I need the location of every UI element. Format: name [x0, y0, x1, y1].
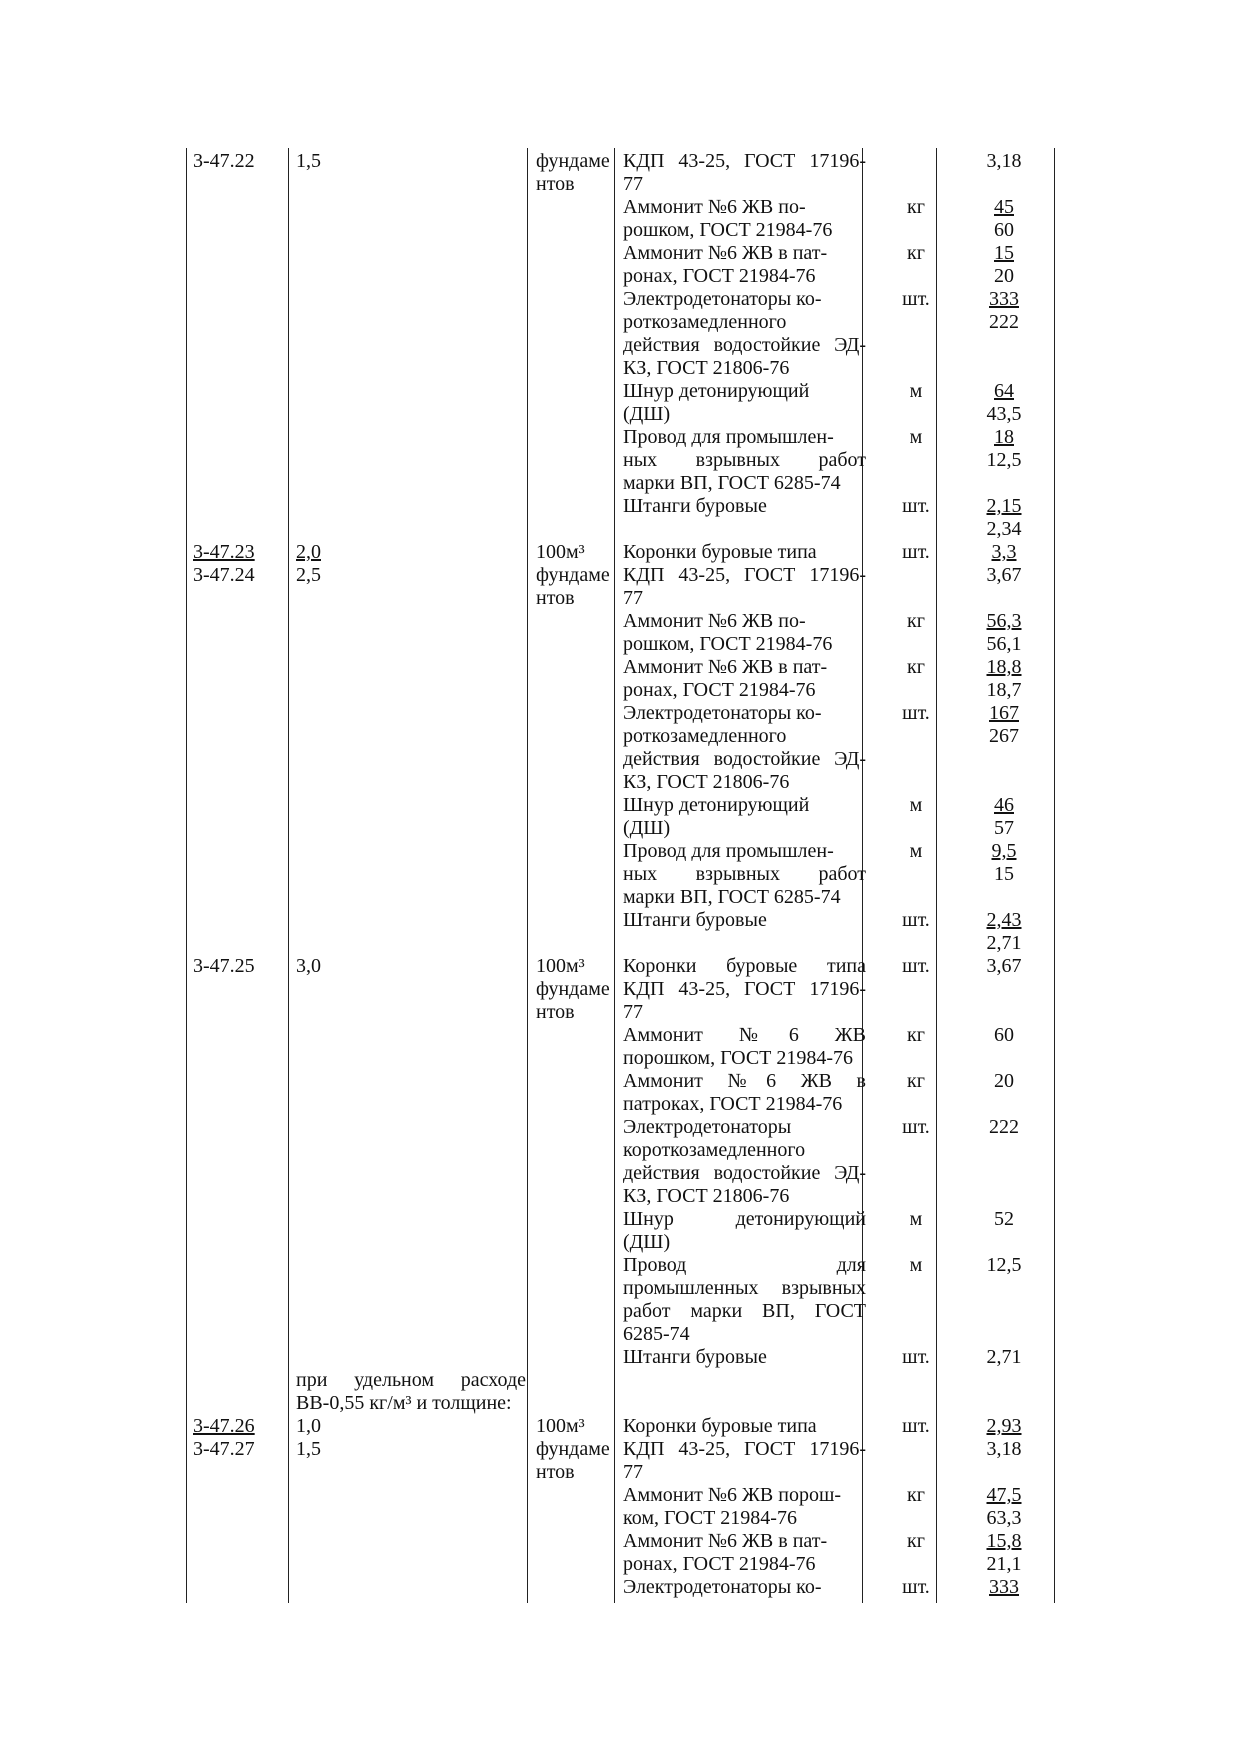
- column-divider: [936, 148, 937, 1603]
- quantity-value: [944, 1070, 1064, 1093]
- measure-unit: шт.: [902, 495, 930, 517]
- resource-name-line: 77: [623, 173, 643, 195]
- quantity-number: 2,71: [986, 1346, 1022, 1368]
- measure-unit: кг: [907, 656, 925, 678]
- quantity-number: 3,18: [986, 1438, 1022, 1460]
- quantity-value: [944, 449, 1064, 472]
- measure-unit: шт.: [902, 702, 930, 724]
- resource-name-line: 77: [623, 587, 643, 609]
- resource-name-line: Аммонит №6 ЖВ порош-: [623, 1484, 842, 1506]
- norm-code: 3-47.26: [193, 1415, 255, 1437]
- unit-base-line: нтов: [536, 587, 575, 609]
- resource-name-line: роткозамедленного: [623, 725, 787, 747]
- quantity-number: 18,7: [986, 679, 1022, 701]
- measure-unit: шт.: [902, 1346, 930, 1368]
- quantity-number: 63,3: [986, 1507, 1022, 1529]
- resource-name-line: Электродетонаторы ко-: [623, 288, 822, 310]
- quantity-value: [944, 265, 1064, 288]
- thickness-value: 2,5: [296, 564, 321, 586]
- thickness-value: 2,0: [296, 541, 321, 563]
- measure-unit: кг: [907, 1070, 925, 1092]
- measure-unit: шт.: [902, 541, 930, 563]
- measure-unit: м: [909, 840, 923, 862]
- resource-name-line: Шнур детонирующий: [623, 794, 810, 816]
- resource-name-line: ронах, ГОСТ 21984-76: [623, 265, 816, 287]
- unit-base-line: нтов: [536, 1001, 575, 1023]
- resource-name-line: ронах, ГОСТ 21984-76: [623, 679, 816, 701]
- resource-name-line: роткозамедленного: [623, 311, 787, 333]
- quantity-value: [944, 702, 1064, 725]
- quantity-value: [944, 380, 1064, 403]
- resource-name-line: Аммонит №6 ЖВ в пат-: [623, 242, 828, 264]
- resource-name-line: Аммонит №6 ЖВ: [623, 1024, 866, 1046]
- measure-unit: шт.: [902, 909, 930, 931]
- quantity-value: [944, 1484, 1064, 1507]
- expenditure-note: [296, 1369, 526, 1415]
- quantity-number: 9,5: [991, 840, 1017, 862]
- measure-unit: шт.: [902, 1415, 930, 1437]
- resource-name-line: (ДШ): [623, 817, 671, 839]
- quantity-value: [944, 817, 1064, 840]
- quantity-number: 45: [994, 196, 1014, 218]
- resource-name-line: ком, ГОСТ 21984-76: [623, 1507, 797, 1529]
- resource-name-line: Аммонит №6 ЖВ в: [623, 1070, 866, 1092]
- thickness-value: 1,5: [296, 1438, 321, 1460]
- resource-name-line: Провод для промышлен-: [623, 840, 834, 862]
- resource-name-line: (ДШ): [623, 403, 671, 425]
- quantity-value: [944, 909, 1064, 932]
- quantity-value: [944, 840, 1064, 863]
- quantity-number: 52: [994, 1208, 1014, 1230]
- measure-unit: кг: [907, 196, 925, 218]
- measure-unit: м: [909, 794, 923, 816]
- unit-base-line: 100м³: [536, 955, 585, 977]
- quantity-number: 3,67: [986, 955, 1022, 977]
- resource-name-line: КДП 43-25, ГОСТ 17196-: [623, 564, 866, 586]
- resource-name-line: Аммонит №6 ЖВ по-: [623, 610, 806, 632]
- resource-name-line: Штанги буровые: [623, 909, 767, 931]
- norm-code: 3-47.23: [193, 541, 255, 563]
- quantity-number: 60: [994, 1024, 1014, 1046]
- unit-base-line: фундаме: [536, 978, 610, 1000]
- resource-name-line: Штанги буровые: [623, 495, 767, 517]
- measure-unit: м: [909, 1208, 923, 1230]
- resource-name-line: Провод для: [623, 1254, 866, 1276]
- quantity-value: [944, 1208, 1064, 1231]
- resource-name-line: Электродетонаторы ко-: [623, 702, 822, 724]
- quantity-value: [944, 1346, 1064, 1369]
- measure-unit: кг: [907, 1484, 925, 1506]
- quantity-value: [944, 863, 1064, 886]
- quantity-number: 12,5: [986, 449, 1022, 471]
- resource-name-line: действия водостойкие ЭД-: [623, 1162, 866, 1184]
- note-line: ВВ-0,55 кг/м³ и толщине:: [296, 1392, 512, 1414]
- unit-base-line: фундаме: [536, 150, 610, 172]
- quantity-number: 47,5: [986, 1484, 1022, 1506]
- quantity-value: [944, 1507, 1064, 1530]
- quantity-number: 3,18: [986, 150, 1022, 172]
- measure-unit: шт.: [902, 288, 930, 310]
- resource-name-line: Шнур детонирующий: [623, 380, 810, 402]
- quantity-value: [944, 219, 1064, 242]
- quantity-number: 267: [989, 725, 1019, 747]
- unit-base-line: 100м³: [536, 1415, 585, 1437]
- quantity-value: [944, 518, 1064, 541]
- quantity-number: 3,67: [986, 564, 1022, 586]
- quantity-value: [944, 495, 1064, 518]
- quantity-value: [944, 288, 1064, 311]
- quantity-value: [944, 1024, 1064, 1047]
- quantity-number: 2,71: [986, 932, 1022, 954]
- table-border-left: [186, 148, 187, 1603]
- resource-name-line: КЗ, ГОСТ 21806-76: [623, 771, 790, 793]
- unit-base-line: 100м³: [536, 541, 585, 563]
- measure-unit: шт.: [902, 955, 930, 977]
- resource-name-line: промышленных взрывных: [623, 1277, 866, 1299]
- norm-code: 3-47.25: [193, 955, 255, 977]
- quantity-value: [944, 426, 1064, 449]
- measure-unit: м: [909, 380, 923, 402]
- quantity-value: [944, 1438, 1064, 1461]
- resource-name-line: рошком, ГОСТ 21984-76: [623, 219, 833, 241]
- measure-unit: кг: [907, 1024, 925, 1046]
- quantity-number: 15: [994, 242, 1014, 264]
- quantity-number: 57: [994, 817, 1014, 839]
- resource-name-line: Провод для промышлен-: [623, 426, 834, 448]
- measure-unit: кг: [907, 610, 925, 632]
- quantity-number: 2,93: [986, 1415, 1022, 1437]
- quantity-value: [944, 1553, 1064, 1576]
- quantity-value: [944, 1116, 1064, 1139]
- quantity-number: 56,3: [986, 610, 1022, 632]
- norm-code: 3-47.22: [193, 150, 255, 172]
- quantity-number: 15,8: [986, 1530, 1022, 1552]
- quantity-value: [944, 932, 1064, 955]
- measure-unit: м: [909, 1254, 923, 1276]
- thickness-value: 1,0: [296, 1415, 321, 1437]
- resource-name-line: 77: [623, 1001, 643, 1023]
- thickness-value: 1,5: [296, 150, 321, 172]
- quantity-value: [944, 1415, 1064, 1438]
- column-divider: [288, 148, 289, 1603]
- note-line: при удельном расходе: [296, 1369, 526, 1391]
- resource-name-line: Коронки буровые типа: [623, 541, 817, 563]
- resource-name-line: Штанги буровые: [623, 1346, 767, 1368]
- quantity-number: 46: [994, 794, 1014, 816]
- quantity-number: 56,1: [986, 633, 1022, 655]
- quantity-number: 64: [994, 380, 1014, 402]
- quantity-number: 18: [994, 426, 1014, 448]
- resource-name-line: КДП 43-25, ГОСТ 17196-: [623, 1438, 866, 1460]
- resource-name-line: действия водостойкие ЭД-: [623, 334, 866, 356]
- quantity-number: 43,5: [986, 403, 1022, 425]
- resource-name-line: Аммонит №6 ЖВ в пат-: [623, 656, 828, 678]
- quantity-value: [944, 1576, 1064, 1599]
- quantity-value: [944, 656, 1064, 679]
- resource-name-line: КЗ, ГОСТ 21806-76: [623, 357, 790, 379]
- quantity-number: 2,43: [986, 909, 1022, 931]
- quantity-number: 3,3: [991, 541, 1017, 563]
- thickness-value: 3,0: [296, 955, 321, 977]
- quantity-number: 21,1: [986, 1553, 1022, 1575]
- quantity-number: 222: [989, 311, 1019, 333]
- resource-name-line: ных взрывных работ: [623, 449, 866, 471]
- resource-name-line: Электродетонаторы ко-: [623, 1576, 822, 1598]
- quantity-value: [944, 679, 1064, 702]
- quantity-number: 18,8: [986, 656, 1022, 678]
- resource-name-line: патроках, ГОСТ 21984-76: [623, 1093, 843, 1115]
- quantity-value: [944, 242, 1064, 265]
- quantity-number: 20: [994, 1070, 1014, 1092]
- quantity-number: 333: [989, 288, 1019, 310]
- quantity-value: [944, 610, 1064, 633]
- quantity-value: [944, 150, 1064, 173]
- quantity-value: [944, 196, 1064, 219]
- measure-unit: шт.: [902, 1116, 930, 1138]
- unit-base-line: фундаме: [536, 564, 610, 586]
- column-divider: [614, 148, 615, 1603]
- quantity-value: [944, 1530, 1064, 1553]
- quantity-value: [944, 955, 1064, 978]
- quantity-number: 2,34: [986, 518, 1022, 540]
- quantity-value: [944, 403, 1064, 426]
- quantity-value: [944, 541, 1064, 564]
- resource-name-line: Аммонит №6 ЖВ по-: [623, 196, 806, 218]
- quantity-number: 60: [994, 219, 1014, 241]
- quantity-value: [944, 564, 1064, 587]
- resource-name-line: работ марки ВП, ГОСТ: [623, 1300, 866, 1322]
- quantity-number: 15: [994, 863, 1014, 885]
- resource-name-line: (ДШ): [623, 1231, 671, 1253]
- measure-unit: м: [909, 426, 923, 448]
- resource-name-line: 6285-74: [623, 1323, 690, 1345]
- unit-base-line: фундаме: [536, 1438, 610, 1460]
- quantity-number: 222: [989, 1116, 1019, 1138]
- measure-unit: кг: [907, 1530, 925, 1552]
- unit-base-line: нтов: [536, 173, 575, 195]
- resource-name-line: порошком, ГОСТ 21984-76: [623, 1047, 854, 1069]
- resource-name-line: рошком, ГОСТ 21984-76: [623, 633, 833, 655]
- resource-name-line: Электродетонаторы: [623, 1116, 792, 1138]
- resource-name-line: короткозамедленного: [623, 1139, 806, 1161]
- resource-name-line: марки ВП, ГОСТ 6285-74: [623, 886, 841, 908]
- resource-name-line: КЗ, ГОСТ 21806-76: [623, 1185, 790, 1207]
- resource-name-line: КДП 43-25, ГОСТ 17196-: [623, 150, 866, 172]
- quantity-value: [944, 633, 1064, 656]
- resource-name-line: 77: [623, 1461, 643, 1483]
- resource-name-line: КДП 43-25, ГОСТ 17196-: [623, 978, 866, 1000]
- quantity-value: [944, 1254, 1064, 1277]
- quantity-number: 167: [989, 702, 1019, 724]
- resource-name-line: Коронки буровые типа: [623, 1415, 817, 1437]
- resource-name-line: Шнур детонирующий: [623, 1208, 866, 1230]
- resource-name-line: действия водостойкие ЭД-: [623, 748, 866, 770]
- resource-name-line: марки ВП, ГОСТ 6285-74: [623, 472, 841, 494]
- quantity-value: [944, 794, 1064, 817]
- unit-base-line: нтов: [536, 1461, 575, 1483]
- resource-name-line: Коронки буровые типа: [623, 955, 866, 977]
- quantity-number: 12,5: [986, 1254, 1022, 1276]
- quantity-value: [944, 311, 1064, 334]
- resource-name-line: ных взрывных работ: [623, 863, 866, 885]
- quantity-value: [944, 725, 1064, 748]
- column-divider: [527, 148, 528, 1603]
- measure-unit: шт.: [902, 1576, 930, 1598]
- resource-name-line: Аммонит №6 ЖВ в пат-: [623, 1530, 828, 1552]
- norm-code: 3-47.24: [193, 564, 255, 586]
- quantity-number: 333: [989, 1576, 1019, 1598]
- quantity-number: 2,15: [986, 495, 1022, 517]
- norm-code: 3-47.27: [193, 1438, 255, 1460]
- quantity-number: 20: [994, 265, 1014, 287]
- measure-unit: кг: [907, 242, 925, 264]
- resource-name-line: ронах, ГОСТ 21984-76: [623, 1553, 816, 1575]
